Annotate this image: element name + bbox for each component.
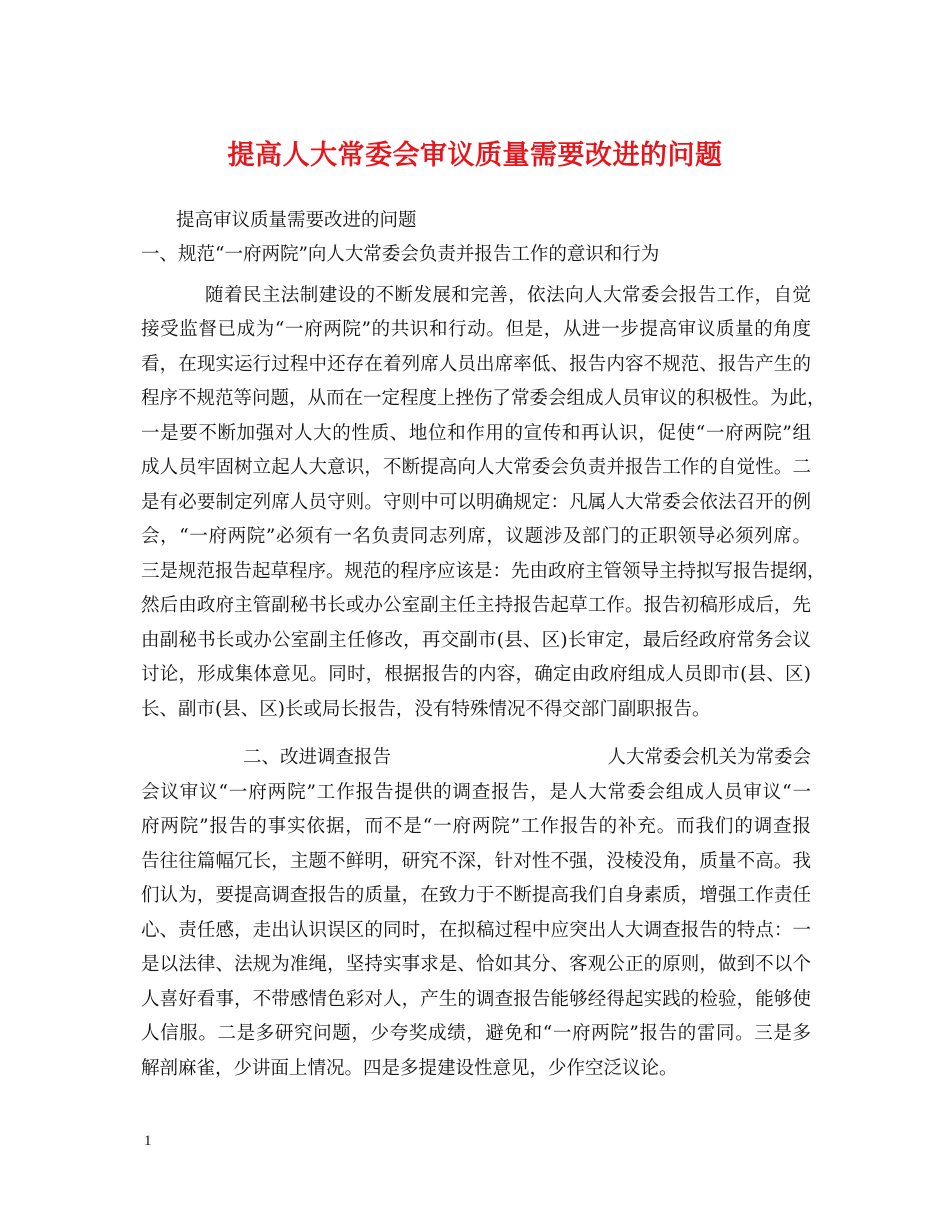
paragraph-line: 长、副市(县、区)长或局长报告，没有特殊情况不得交部门副职报告。 — [141, 699, 711, 720]
paragraph-line: 成人员牢固树立起人大意识，不断提高向人大常委会负责并报告工作的自觉性。二 — [141, 457, 811, 478]
paragraph-line: 看，在现实运行过程中还存在着列席人员出席率低、报告内容不规范、报告产生的 — [141, 354, 811, 375]
paragraph-line: 然后由政府主管副秘书长或办公室副主任主持报告起草工作。报告初稿形成后，先 — [141, 595, 811, 616]
paragraph-line: 三是规范报告起草程序。规范的程序应该是：先由政府主管领导主持拟写报告提纲， — [141, 561, 826, 582]
paragraph-line: 会，“一府两院”必须有一名负责同志列席，议题涉及部门的正职领导必须列席。 — [141, 526, 811, 547]
paragraph-line: 随着民主法制建设的不断发展和完善，依法向人大常委会报告工作，自觉 — [205, 285, 811, 306]
paragraph-line: 们认为，要提高调查报告的质量，在致力于不断提高我们自身素质，增强工作责任 — [141, 885, 811, 906]
paragraph-line: 接受监督已成为“一府两院”的共识和行动。但是，从进一步提高审议质量的角度 — [141, 319, 811, 340]
paragraph-line: 人信服。二是多研究问题，少夸奖成绩，避免和“一府两院”报告的雷同。三是多 — [141, 1023, 811, 1044]
paragraph-line: 程序不规范等问题，从而在一定程度上挫伤了常委会组成人员审议的积极性。为此， — [141, 388, 826, 409]
paragraph-line: 一是要不断加强对人大的性质、地位和作用的宣传和再认识，促使“一府两院”组 — [141, 423, 811, 444]
document-title: 提高人大常委会审议质量需要改进的问题 — [227, 140, 723, 171]
section2-heading: 二、改进调查报告 — [243, 747, 392, 768]
paragraph-line: 心、责任感，走出认识误区的同时，在拟稿过程中应突出人大调查报告的特点：一 — [141, 920, 811, 941]
section2-first-segment: 人大常委会机关为常委会 — [607, 747, 811, 768]
paragraph-line: 解剖麻雀，少讲面上情况。四是多提建设性意见，少作空泛议论。 — [141, 1058, 678, 1079]
paragraph-line: 由副秘书长或办公室副主任修改，再交副市(县、区)长审定，最后经政府常务会议 — [141, 630, 811, 651]
paragraph-line: 人喜好看事，不带感情色彩对人，产生的调查报告能够经得起实践的检验，能够使 — [141, 989, 811, 1010]
paragraph-line: 会议审议“一府两院”工作报告提供的调查报告，是人大常委会组成人员审议“一 — [141, 782, 811, 803]
paragraph-line: 是有必要制定列席人员守则。守则中可以明确规定：凡属人大常委会依法召开的例 — [141, 492, 811, 513]
section1-heading: 一、规范“一府两院”向人大常委会负责并报告工作的意识和行为 — [141, 244, 660, 265]
subtitle: 提高审议质量需要改进的问题 — [176, 210, 417, 231]
paragraph-line: 府两院”报告的事实依据，而不是“一府两院”工作报告的补充。而我们的调查报 — [141, 816, 811, 837]
paragraph-line: 讨论，形成集体意见。同时，根据报告的内容，确定由政府组成人员即市(县、区) — [141, 664, 811, 685]
paragraph-line: 告往往篇幅冗长，主题不鲜明，研究不深，针对性不强，没棱没角，质量不高。我 — [141, 851, 811, 872]
page-number: 1 — [144, 1133, 152, 1149]
paragraph-line: 是以法律、法规为准绳，坚持实事求是、恰如其分、客观公正的原则，做到不以个 — [141, 954, 811, 975]
